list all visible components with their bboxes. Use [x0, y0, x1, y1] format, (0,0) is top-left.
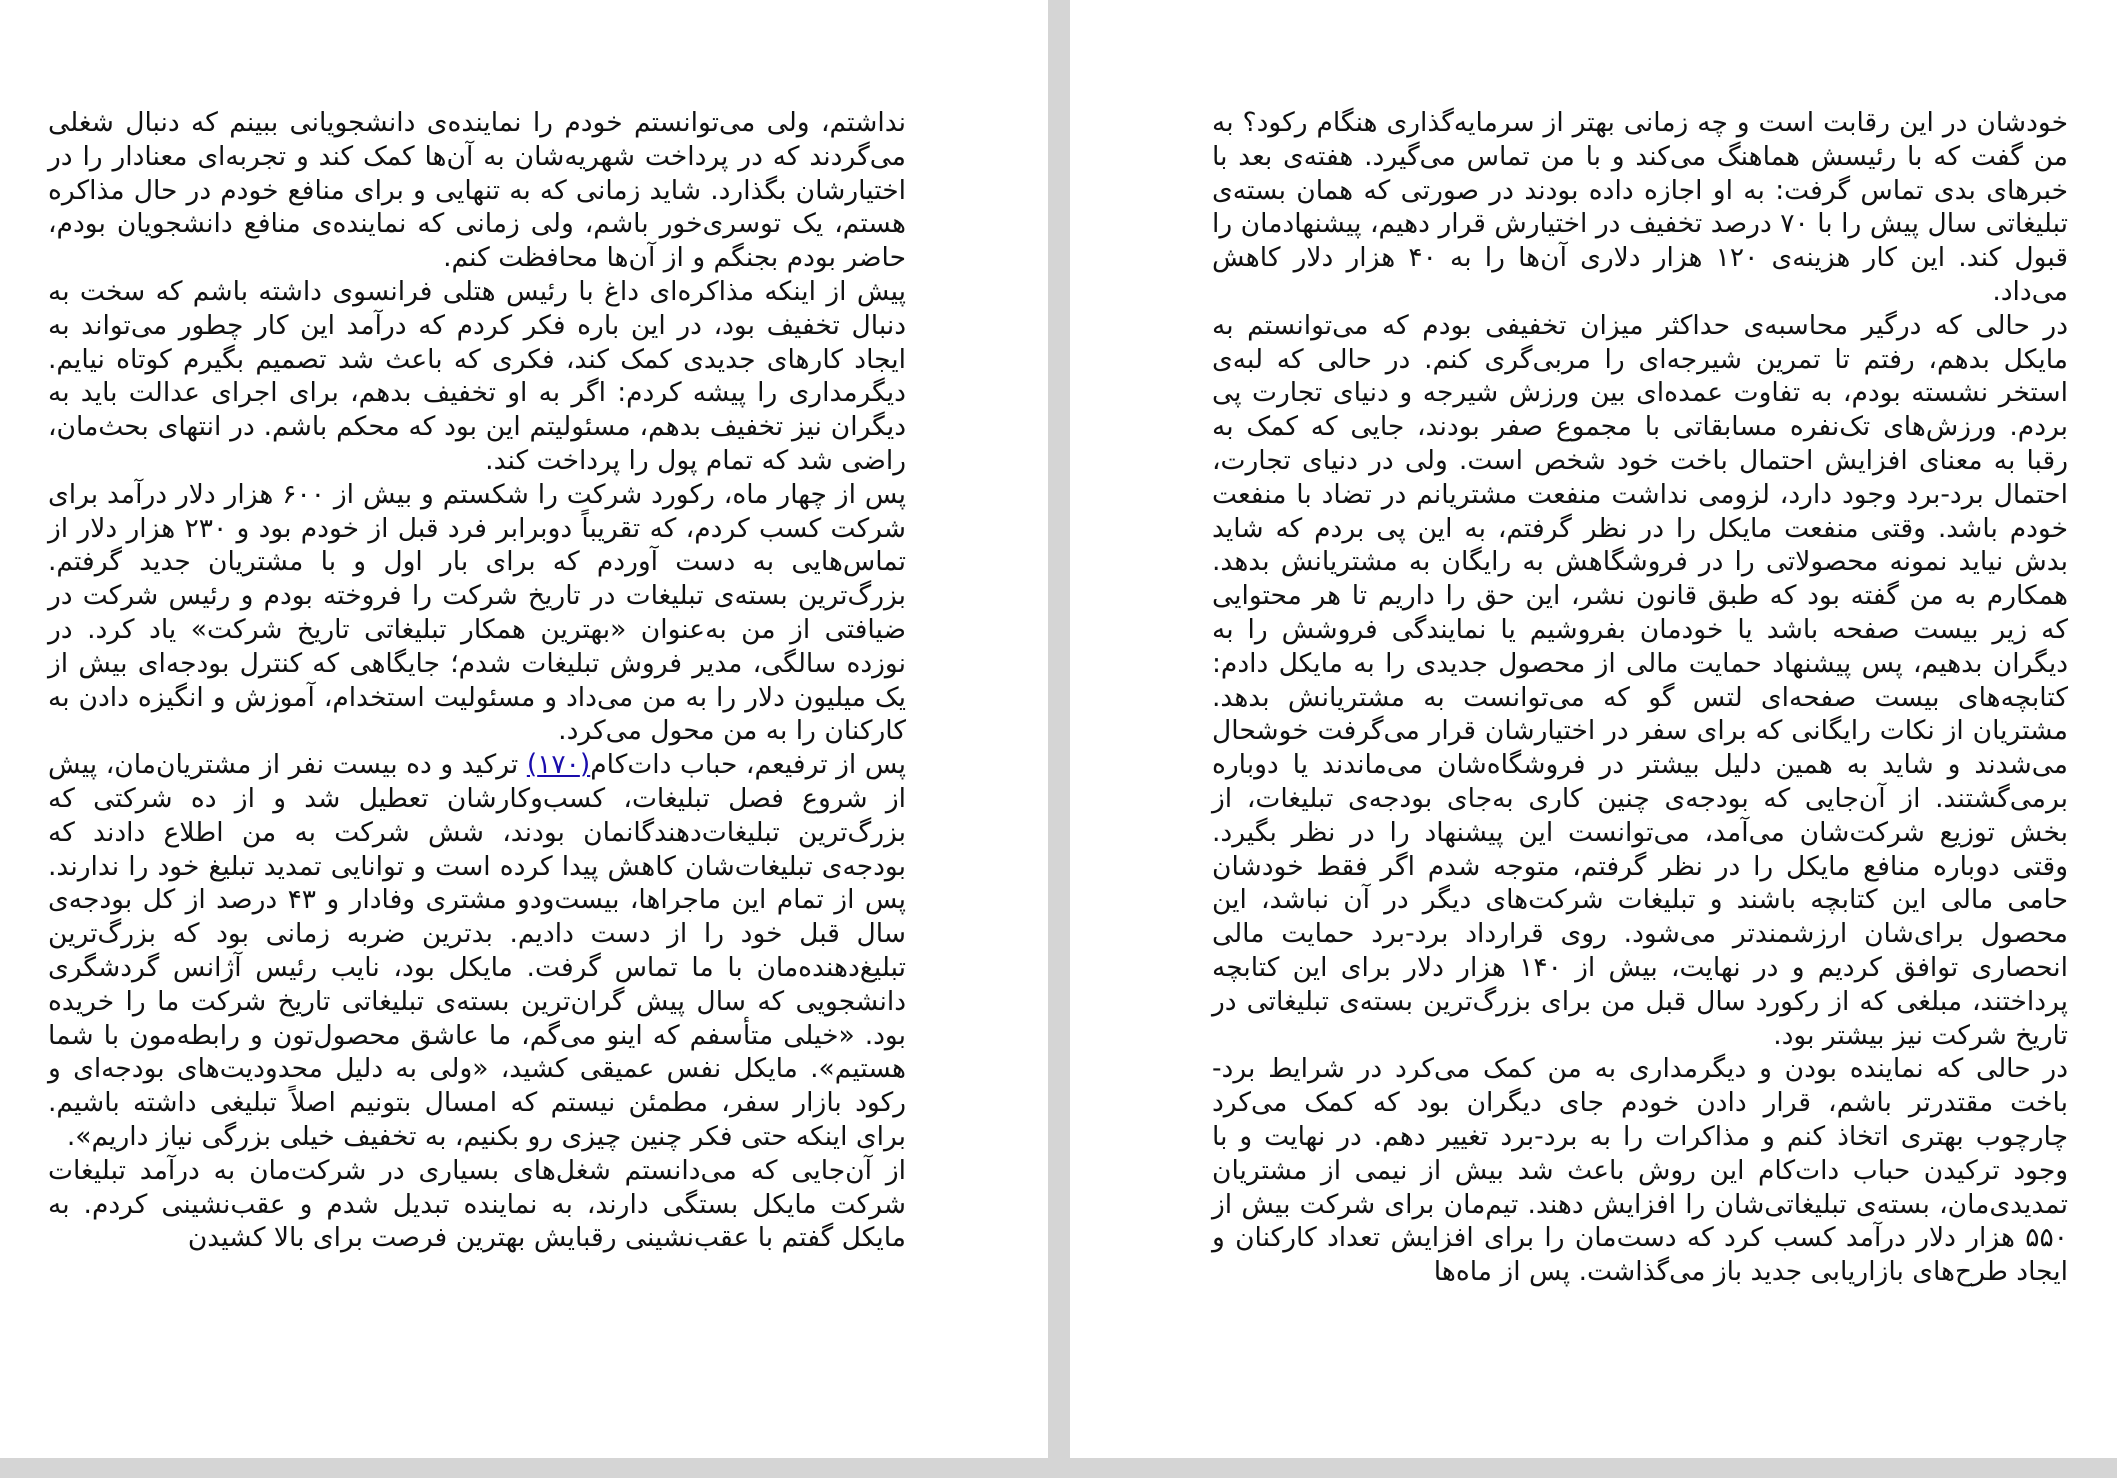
paragraph: در حالی که نماینده بودن و دیگرمداری به من کمک می‌کرد در شرایط برد-باخت مقتدرتر باشم، قرار دادن خودم جای دیگران بود که کمک می‌کرد چارچوب بهتری اتخاذ کنم و مذاکرات را به برد-برد تغییر دهم. در نهایت و با وجود ترکیدن حباب دات‌کام این روش باعث شد بیش از نیمی از مشتریان تمدیدی‌مان، بسته‌ی تبلیغاتی‌شان را افزایش دهند. تیم‌مان برای شرکت بیش از ۵۵۰ هزار دلار درآمد کسب کرد که دست‌مان را برای افزایش تعداد کارکنان و ایجاد طرح‌های بازاریابی جدید باز می‌گذاشت. پس از ماه‌ها	[1212, 1053, 2068, 1288]
paragraph: پیش از اینکه مذاکره‌ای داغ با رئیس هتلی فرانسوی داشته باشم که سخت به دنبال تخفیف بود، در این باره فکر کردم که درآمد این کار چطور می‌تواند به ایجاد کارهای جدیدی کمک کند، فکری که باعث شد تصمیم بگیرم کوتاه نیایم. دیگرمداری را پیشه کردم: اگر به او تخفیف بدهم، برای اجرای عدالت باید به دیگران نیز تخفیف بدهم، مسئولیتم این بود که محکم باشم. در انتهای بحث‌مان، راضی شد که تمام پول را پرداخت کند.	[48, 275, 906, 476]
paragraph-text: پس از ترفیعم، حباب دات‌کام	[590, 749, 906, 781]
paragraph: در حالی که درگیر محاسبه‌ی حداکثر میزان تخفیفی بودم که می‌توانستم به مایکل بدهم، رفتم تا تمرین شیرجه‌ای را مربی‌گری کنم. در حالی که لبه‌ی استخر نشسته بودم، به تفاوت عمده‌ای بین ورزش شیرجه و دنیای تجارت پی بردم. ورزش‌های تک‌نفره مسابقاتی با مجموع صفر بودند، جایی که کمک به رقبا به معنای افزایش احتمال باخت خود شخص است. ولی در دنیای تجارت، احتمال برد-برد وجود دارد، لزومی نداشت منفعت مشتریانم در تضاد با منفعت خودم باشد. وقتی منفعت مایکل را در نظر گرفتم، به این پی بردم که شاید بدش نیاید نمونه محصولاتی را در فروشگاهش به رایگان به مشتریانش بدهد. همکارم به من گفته بود که طبق قانون نشر، این حق را داریم تا هر محتوایی که زیر بیست صفحه باشد یا خودمان بفروشیم یا نمایندگی فروشش را به دیگران بدهیم، پس پیشنهاد حمایت مالی از محصول جدیدی را به مایکل دادم: کتابچه‌های بیست صفحه‌ای لتس گو که می‌توانست به مشتریانش بدهد. مشتریان از نکات رایگانی که برای سفر در اختیارشان قرار می‌گرفت خوشحال می‌شدند و شاید به همین دلیل بیشتر در فروشگاه‌شان می‌ماندند یا دوباره برمی‌گشتند. از آن‌جایی که بودجه‌ی چنین کاری به‌جای بودجه‌ی تبلیغات، از بخش توزیع شرکت‌شان می‌آمد، می‌توانست این پیشنهاد را در نظر بگیرد. وقتی دوباره منافع مایکل را در نظر گرفتم، متوجه شدم اگر فقط خودشان حامی مالی این کتابچه باشند و تبلیغات شرکت‌های دیگر در آن نباشد، این محصول برای‌شان ارزشمندتر می‌شود. روی قرارداد برد-برد حمایت مالی انحصاری توافق کردیم و در نهایت، بیش از ۱۴۰ هزار دلار برای این کتابچه پرداختند، مبلغی که از رکورد سال قبل من برای بزرگ‌ترین بسته‌ی تبلیغاتی در تاریخ شرکت نیز بیشتر بود.	[1212, 309, 2068, 1051]
left-page-text	[48, 106, 906, 1255]
right-page-text	[1212, 106, 2068, 1289]
paragraph-text: ترکید و ده بیست نفر از مشتریان‌مان، پیش از شروع فصل تبلیغات، کسب‌وکارشان تعطیل شد و از ده شرکتی که بزرگ‌ترین تبلیغات‌دهندگانمان بودند، شش شرکت به من اطلاع دادند که بودجه‌ی تبلیغات‌شان کاهش پیدا کرده است و توانایی تمدید تبلیغ خود را ندارند. پس از تمام این ماجراها، بیست‌ودو مشتری وفادار و ۴۳ درصد از کل بودجه‌ی سال قبل خود را از دست دادیم. بدترین ضربه زمانی بود که بزرگ‌ترین تبلیغ‌دهنده‌مان با ما تماس گرفت. مایکل بود، نایب رئیس آژانس گردشگری دانشجویی که سال پیش گران‌ترین بسته‌ی تبلیغاتی تاریخ شرکت ما را خریده بود. «خیلی متأسفم که اینو می‌گم، ما عاشق محصول‌تون و رابطه‌مون با شما هستیم». مایکل نفس عمیقی کشید، «ولی به دلیل محدودیت‌های بودجه‌ای و رکود بازار سفر، مطمئن نیستم که امسال بتونیم اصلاً تبلیغی داشته باشیم. برای اینکه حتی فکر چنین چیزی رو بکنیم، به تخفیف خیلی بزرگی نیاز داریم».	[48, 749, 906, 1152]
footnote-link[interactable]: (۱۷۰)	[526, 749, 591, 781]
paragraph	[48, 748, 906, 1154]
paragraph: از آن‌جایی که می‌دانستم شغل‌های بسیاری در شرکت‌مان به درآمد تبلیغات شرکت مایکل بستگی دارند، به نماینده تبدیل شدم و عقب‌نشینی کردم. به مایکل گفتم با عقب‌نشینی رقبایش بهترین فرصت برای بالا کشیدن	[48, 1154, 906, 1254]
paragraph: خودشان در این رقابت است و چه زمانی بهتر از سرمایه‌گذاری هنگام رکود؟ به من گفت که با رئیسش هماهنگ می‌کند و با من تماس می‌گیرد. هفته‌ی بعد با خبرهای بدی تماس گرفت: به او اجازه داده بودند در صورتی که همان بسته‌ی تبلیغاتی سال پیش را با ۷۰ درصد تخفیف در اختیارش قرار دهیم، پیشنهادمان را قبول کند. این کار هزینه‌ی ۱۲۰ هزار دلاری آن‌ها را به ۴۰ هزار دلار کاهش می‌داد.	[1212, 107, 2068, 307]
paragraph: نداشتم، ولی می‌توانستم خودم را نماینده‌ی دانشجویانی ببینم که دنبال شغلی می‌گردند که در پرداخت شهریه‌شان به آن‌ها کمک کند و تجربه‌ای معنادار را در اختیارشان بگذارد. شاید زمانی که به تنهایی و برای منافع خودم در حال مذاکره هستم، یک توسری‌خور باشم، ولی زمانی که نماینده‌ی منافع دانشجویان بودم، حاضر بودم بجنگم و از آن‌ها محافظت کنم.	[48, 107, 906, 274]
left-page	[0, 0, 1048, 1458]
right-page	[1070, 0, 2117, 1458]
paragraph: پس از چهار ماه، رکورد شرکت را شکستم و بیش از ۶۰۰ هزار دلار درآمد برای شرکت کسب کردم، که تقریباً دوبرابر فرد قبل از خودم بود و ۲۳۰ هزار دلار از تماس‌هایی به دست آوردم که برای بار اول و با مشتریان جدید گرفتم. بزرگ‌ترین بسته‌ی تبلیغات در تاریخ شرکت را فروخته بودم و رئیس شرکت در ضیافتی از من به‌عنوان «بهترین همکار تبلیغاتی تاریخ شرکت» یاد کرد. در نوزده سالگی، مدیر فروش تبلیغات شدم؛ جایگاهی که کنترل بودجه‌ای بیش از یک میلیون دلار را به من می‌داد و مسئولیت استخدام، آموزش و انگیزه دادن به کارکنان را به من محول می‌کرد.	[48, 478, 907, 747]
